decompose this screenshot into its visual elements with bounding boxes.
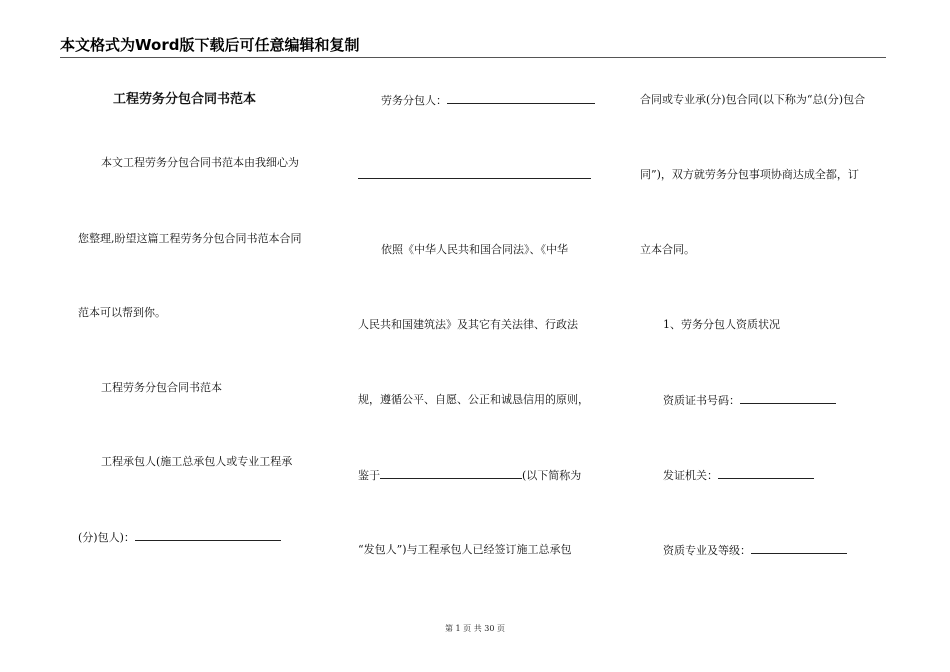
qualification-label: 资质专业及等级： bbox=[663, 544, 751, 557]
labor-subcontractor-text: 劳务分包人： bbox=[381, 94, 447, 107]
left-paragraph-4: 工程劳务分包合同书范本 bbox=[101, 381, 222, 394]
middle-paragraph-3: 人民共和国建筑法》及其它有关法律、行政法 bbox=[358, 318, 578, 331]
issuing-authority-blank bbox=[718, 468, 814, 479]
document-header bbox=[60, 34, 886, 58]
middle-paragraph-2: 依照《中华人民共和国合同法》、《中华 bbox=[381, 243, 568, 256]
middle-paragraph-5 bbox=[358, 468, 581, 483]
right-paragraph-3: 立本合同。 bbox=[640, 243, 695, 256]
left-paragraph-5: 工程承包人(施工总承包人或专业工程承 bbox=[101, 455, 293, 468]
qualification-field bbox=[663, 543, 847, 558]
left-paragraph-2: 您整理,盼望这篇工程劳务分包合同书范本合同 bbox=[78, 232, 302, 245]
labor-subcontractor-label bbox=[381, 93, 595, 108]
right-paragraph-1: 合同或专业承(分)包合同(以下称为“总(分)包合 bbox=[640, 93, 866, 106]
contractor-label-text: (分)包人)： bbox=[78, 531, 135, 544]
section-heading: 1、劳务分包人资质状况 bbox=[663, 318, 780, 331]
given-suffix: (以下简称为 bbox=[522, 469, 582, 482]
given-prefix: 鉴于 bbox=[358, 469, 380, 482]
labor-subcontractor-blank bbox=[447, 93, 595, 104]
cert-number-field bbox=[663, 393, 836, 408]
middle-paragraph-4: 规，遵循公平、自愿、公正和诚恳信用的原则， bbox=[358, 393, 589, 406]
left-paragraph-1: 本文工程劳务分包合同书范本由我细心为 bbox=[101, 156, 299, 169]
cert-number-blank bbox=[740, 393, 836, 404]
employer-blank bbox=[380, 468, 522, 479]
middle-paragraph-6: “发包人”)与工程承包人已经签订施工总承包 bbox=[358, 543, 572, 556]
right-paragraph-2: 同”)，双方就劳务分包事项协商达成全都，订 bbox=[640, 168, 859, 181]
left-paragraph-3: 范本可以帮到你。 bbox=[78, 306, 166, 319]
cert-number-label: 资质证书号码： bbox=[663, 394, 740, 407]
page-footer: 第 1 页 共 30 页 bbox=[445, 624, 505, 633]
issuing-authority-field bbox=[663, 468, 814, 483]
contract-title: 工程劳务分包合同书范本 bbox=[113, 92, 257, 107]
qualification-blank bbox=[751, 543, 847, 554]
header-title: 本文格式为Word版下载后可任意编辑和复制 bbox=[60, 36, 360, 54]
blank-line bbox=[358, 178, 591, 179]
contractor-label bbox=[78, 530, 281, 545]
contractor-blank bbox=[135, 530, 281, 541]
issuing-authority-label: 发证机关： bbox=[663, 469, 718, 482]
